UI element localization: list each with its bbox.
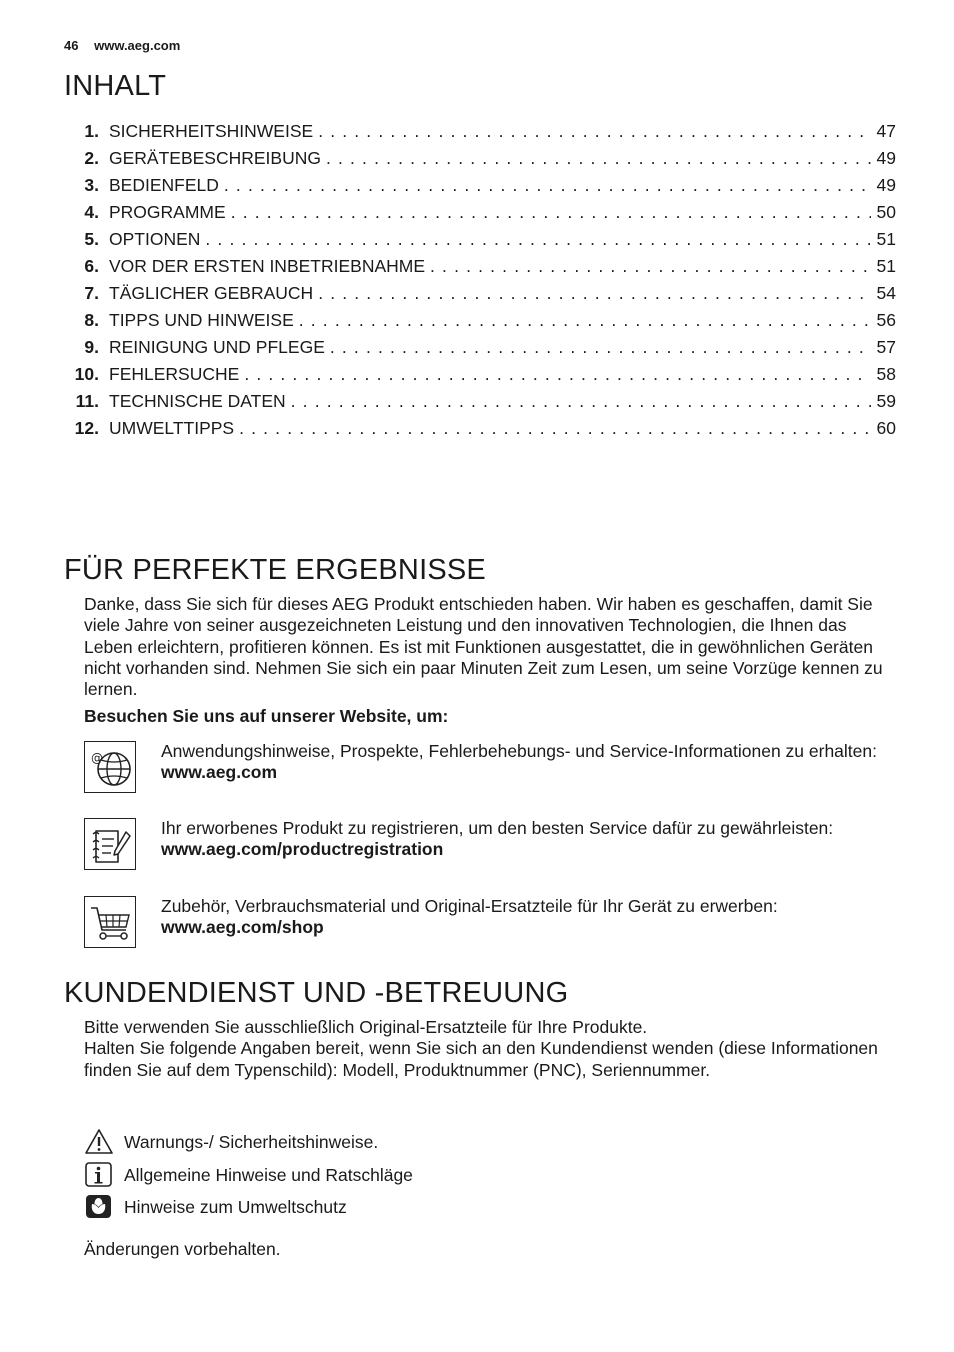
toc-item-title: REINIGUNG UND PFLEGE (109, 337, 325, 357)
toc-heading: INHALT (64, 70, 167, 102)
toc-item-page: 47 (876, 121, 896, 141)
toc-item[interactable] (64, 121, 896, 148)
toc-item-title: FEHLERSUCHE (109, 364, 240, 384)
registration-description: Ihr erworbenes Produkt zu registrieren, um den besten Service dafür zu gewährleisten: (161, 818, 834, 838)
toc-leader-dots (330, 337, 871, 358)
toc-item-page: 49 (876, 175, 896, 195)
toc-item-number: 11. (75, 391, 99, 411)
toc-item[interactable] (64, 175, 896, 202)
toc-leader-dots (231, 202, 871, 223)
toc-leader-dots (326, 148, 871, 169)
toc-item-page: 60 (876, 418, 896, 438)
legend-warning-text: Warnungs-/ Sicherheitshinweise. (124, 1132, 379, 1152)
toc-item-title: TÄGLICHER GEBRAUCH (109, 283, 314, 303)
toc-leader-dots (430, 256, 871, 277)
section-heading-results: FÜR PERFEKTE ERGEBNISSE (64, 554, 486, 586)
customer-service-text (84, 1017, 899, 1081)
changes-reserved-note: Änderungen vorbehalten. (84, 1239, 281, 1259)
toc-item-number: 3. (84, 175, 99, 195)
toc-item-page: 50 (876, 202, 896, 222)
toc-leader-dots (291, 391, 871, 412)
toc-item-number: 10. (74, 364, 99, 384)
page-number: 46 (64, 38, 79, 53)
legend-environment-text: Hinweise zum Umweltschutz (124, 1197, 347, 1217)
toc-item-number: 12. (74, 418, 99, 438)
registration-form-icon (84, 818, 136, 870)
toc-item-number: 1. (84, 121, 99, 141)
svg-text:@: @ (91, 751, 103, 765)
spare-parts-line: Bitte verwenden Sie ausschließlich Original-Ersatzteile für Ihre Produkte. (84, 1017, 648, 1037)
toc-leader-dots (224, 175, 871, 196)
warning-triangle-icon (84, 1128, 114, 1161)
toc-item-page: 49 (876, 148, 896, 168)
legend-environment (84, 1197, 684, 1225)
intro-paragraph: Danke, dass Sie sich für dieses AEG Produkt entschieden haben. Wir haben es geschaffen, damit Sie viele Jahre von seiner ausgezeichneten Leistung und den innovativen Technologien, die Ihnen das Leben erleichtern, profitieren können. Es ist mit Funktionen ausgestattet, die in gewöhnlichen Geräten nicht vorhanden sind. Nehmen Sie sich ein paar Minuten Zeit zum Lesen, um seine Vorzüge kennen zu lernen. (84, 594, 883, 700)
toc-leader-dots (318, 121, 870, 142)
toc-item[interactable] (64, 283, 896, 310)
toc-item-number: 2. (84, 148, 99, 168)
toc-item-page: 57 (876, 337, 896, 357)
shopping-cart-icon (84, 896, 136, 948)
toc-item-page: 58 (876, 364, 896, 384)
toc-item-number: 7. (84, 283, 99, 303)
toc-item[interactable] (64, 256, 896, 283)
shop-description: Zubehör, Verbrauchsmaterial und Original-Ersatzteile für Ihr Gerät zu erwerben: (161, 896, 778, 916)
page-header (64, 38, 180, 53)
toc-leader-dots (244, 364, 870, 385)
toc-item[interactable] (64, 202, 896, 229)
toc-item-number: 5. (84, 229, 99, 249)
toc-item-title: TIPPS UND HINWEISE (109, 310, 294, 330)
toc-item[interactable] (64, 418, 896, 445)
toc-item-title: GERÄTEBESCHREIBUNG (109, 148, 321, 168)
toc-item-title: PROGRAMME (109, 202, 226, 222)
toc-item[interactable] (64, 229, 896, 256)
prepare-info-line: Halten Sie folgende Angaben bereit, wenn Sie sich an den Kundendienst wenden (diese Informationen finden Sie auf dem Typenschild): Modell, Produktnummer (PNC), Seriennummer. (84, 1038, 878, 1080)
toc-item[interactable] (64, 364, 896, 391)
toc-item-title: TECHNISCHE DATEN (109, 391, 286, 411)
toc-item[interactable] (64, 310, 896, 337)
legend-warning (84, 1132, 684, 1160)
toc-item-title: SICHERHEITSHINWEISE (109, 121, 314, 141)
toc-item-number: 4. (84, 202, 99, 222)
legend-info-text: Allgemeine Hinweise und Ratschläge (124, 1165, 413, 1185)
toc-item-page: 56 (876, 310, 896, 330)
toc-item-page: 51 (876, 229, 896, 249)
toc-item-page: 51 (876, 256, 896, 276)
toc-item-number: 8. (84, 310, 99, 330)
table-of-contents (64, 121, 896, 445)
shop-link[interactable]: www.aeg.com/shop (161, 917, 324, 938)
toc-item-page: 54 (876, 283, 896, 303)
toc-item-number: 6. (84, 256, 99, 276)
toc-item[interactable] (64, 391, 896, 418)
info-description: Anwendungshinweise, Prospekte, Fehlerbehebungs- und Service-Informationen zu erhalten: (161, 741, 877, 761)
toc-item-title: UMWELTTIPPS (109, 418, 235, 438)
toc-item-title: VOR DER ERSTEN INBETRIEBNAHME (109, 256, 426, 276)
visit-label: Besuchen Sie uns auf unserer Website, um: (84, 706, 449, 726)
header-website: www.aeg.com (94, 38, 181, 53)
toc-item-number: 9. (84, 337, 99, 357)
info-icon (84, 1161, 114, 1194)
globe-icon (84, 741, 136, 793)
section-heading-customer-service: KUNDENDIENST UND -BETREUUNG (64, 977, 569, 1009)
toc-leader-dots (318, 283, 870, 304)
toc-item-title: OPTIONEN (109, 229, 201, 249)
toc-leader-dots (205, 229, 870, 250)
legend-info (84, 1165, 684, 1193)
toc-item[interactable] (64, 148, 896, 175)
registration-link[interactable]: www.aeg.com/productregistration (161, 839, 444, 860)
toc-leader-dots (239, 418, 870, 439)
toc-item-title: BEDIENFELD (109, 175, 219, 195)
toc-item[interactable] (64, 337, 896, 364)
toc-leader-dots (299, 310, 871, 331)
toc-item-page: 59 (876, 391, 896, 411)
website-link[interactable]: www.aeg.com (161, 762, 278, 783)
environment-icon (84, 1193, 114, 1226)
